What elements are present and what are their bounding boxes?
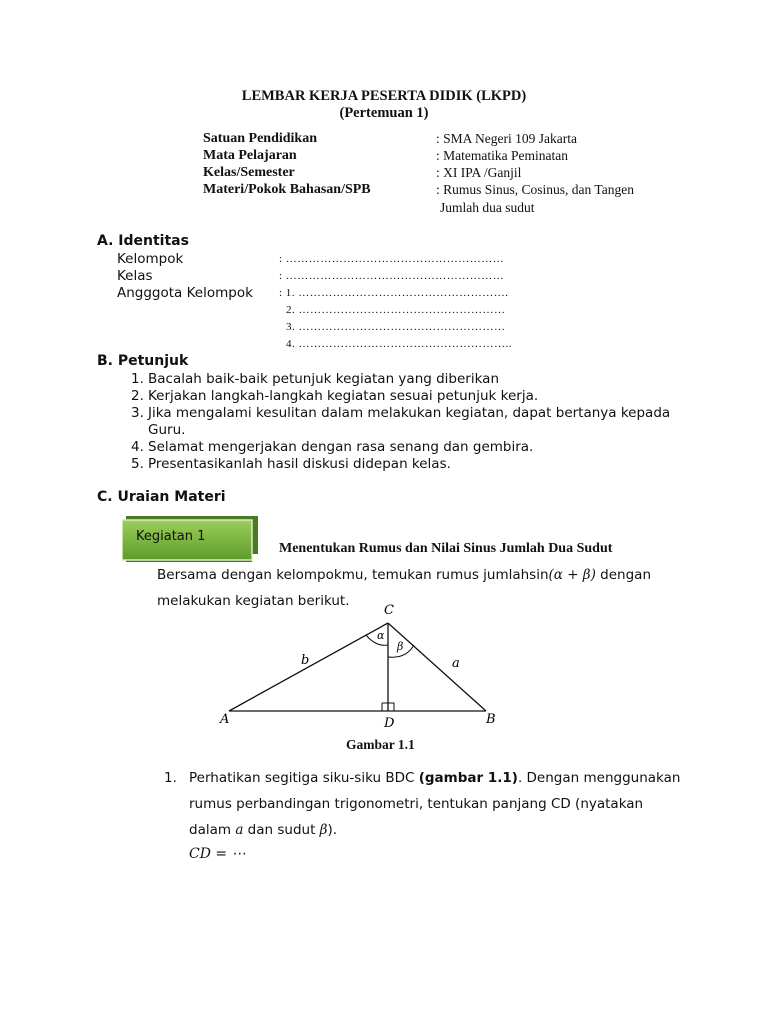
kelompok-field[interactable]: : ………………………………………………… bbox=[279, 253, 505, 265]
activity-title: Menentukan Rumus dan Nilai Sinus Jumlah Dua Sudut bbox=[279, 541, 613, 556]
anggota-field-3[interactable]: 3. ……………………………………………… bbox=[286, 321, 506, 333]
meta-label-kelas: Kelas/Semester bbox=[203, 165, 295, 180]
meta-value-materi: : Rumus Sinus, Cosinus, dan Tangen bbox=[436, 182, 634, 197]
q1-l3-b: dan sudut bbox=[243, 822, 320, 838]
beta-label: β bbox=[397, 640, 404, 653]
vertex-d-label: D bbox=[384, 716, 395, 731]
question-1-line-3 bbox=[189, 822, 337, 838]
side-a-line bbox=[388, 623, 486, 711]
petunjuk-item-3-cont: Guru. bbox=[148, 422, 186, 438]
side-a-label: a bbox=[452, 656, 460, 671]
petunjuk-item-3: Jika mengalami kesulitan dalam melakukan kegiatan, dapat bertanya kepada bbox=[148, 405, 671, 421]
meta-value-materi-cont: Jumlah dua sudut bbox=[440, 200, 535, 215]
vertex-c-label: C bbox=[384, 603, 394, 618]
page-title: LEMBAR KERJA PESERTA DIDIK (LKPD) bbox=[241, 88, 527, 104]
section-uraian-heading: C. Uraian Materi bbox=[97, 489, 226, 505]
question-1-answer-field[interactable]: CD = ⋯ bbox=[189, 846, 246, 862]
q1-l3-a: dalam bbox=[189, 822, 236, 838]
vertex-a-label: A bbox=[220, 712, 230, 727]
petunjuk-num-1: 1. bbox=[131, 371, 144, 387]
petunjuk-num-4: 4. bbox=[131, 439, 144, 455]
petunjuk-item-1: Bacalah baik-baik petunjuk kegiatan yang diberikan bbox=[148, 371, 500, 387]
question-1-line-1 bbox=[189, 770, 680, 786]
meta-value-kelas: : XI IPA /Ganjil bbox=[436, 165, 522, 180]
petunjuk-num-5: 5. bbox=[131, 456, 144, 472]
intro-line-1 bbox=[157, 567, 651, 583]
triangle-figure bbox=[200, 595, 520, 735]
side-b-label: b bbox=[301, 653, 310, 668]
intro-text-a: Bersama dengan kelompokmu, temukan rumus jumlahsin bbox=[157, 567, 549, 583]
alpha-label: α bbox=[377, 629, 385, 642]
intro-line-2: melakukan kegiatan berikut. bbox=[157, 593, 350, 609]
page-subtitle: (Pertemuan 1) bbox=[339, 105, 429, 121]
kelas-field[interactable]: : ………………………………………………… bbox=[279, 270, 505, 282]
q1-l3-a-math: a bbox=[235, 822, 244, 838]
meta-label-mapel: Mata Pelajaran bbox=[203, 148, 297, 163]
anggota-field-1[interactable]: : 1. ………………………………………………. bbox=[279, 287, 509, 299]
anggota-label: Angggota Kelompok bbox=[117, 285, 253, 301]
kegiatan-badge-label: Kegiatan 1 bbox=[136, 529, 206, 544]
kelas-label: Kelas bbox=[117, 268, 153, 284]
meta-label-materi: Materi/Pokok Bahasan/SPB bbox=[203, 182, 371, 197]
petunjuk-num-2: 2. bbox=[131, 388, 144, 404]
q1-ref-bold: (gambar 1.1) bbox=[418, 770, 518, 786]
meta-value-satuan: : SMA Negeri 109 Jakarta bbox=[436, 131, 577, 146]
petunjuk-item-4: Selamat mengerjakan dengan rasa senang dan gembira. bbox=[148, 439, 534, 455]
meta-label-satuan: Satuan Pendidikan bbox=[203, 131, 317, 146]
kegiatan-badge bbox=[122, 514, 258, 566]
petunjuk-item-2: Kerjakan langkah-langkah kegiatan sesuai petunjuk kerja. bbox=[148, 388, 539, 404]
question-1-num: 1. bbox=[164, 770, 177, 786]
figure-caption: Gambar 1.1 bbox=[346, 737, 415, 752]
anggota-field-4[interactable]: 4. ……………………………………………….. bbox=[286, 338, 512, 350]
section-petunjuk-heading: B. Petunjuk bbox=[97, 353, 189, 369]
intro-math: (α + β) bbox=[548, 567, 596, 583]
vertex-b-label: B bbox=[486, 712, 496, 727]
anggota-field-2[interactable]: 2. ……………………………………………… bbox=[286, 304, 506, 316]
meta-value-mapel: : Matematika Peminatan bbox=[436, 148, 568, 163]
petunjuk-num-3: 3. bbox=[131, 405, 144, 421]
q1-l3-c: ). bbox=[327, 822, 338, 838]
q1-l3-b-math: β bbox=[319, 822, 328, 838]
q1-text-a: Perhatikan segitiga siku-siku BDC bbox=[189, 770, 419, 786]
kelompok-label: Kelompok bbox=[117, 251, 184, 267]
q1-text-b: . Dengan menggunakan bbox=[517, 770, 681, 786]
petunjuk-item-5: Presentasikanlah hasil diskusi didepan kelas. bbox=[148, 456, 451, 472]
section-identitas-heading: A. Identitas bbox=[97, 233, 189, 249]
intro-text-b: dengan bbox=[595, 567, 652, 583]
question-1-line-2: rumus perbandingan trigonometri, tentukan panjang CD (nyatakan bbox=[189, 796, 644, 812]
